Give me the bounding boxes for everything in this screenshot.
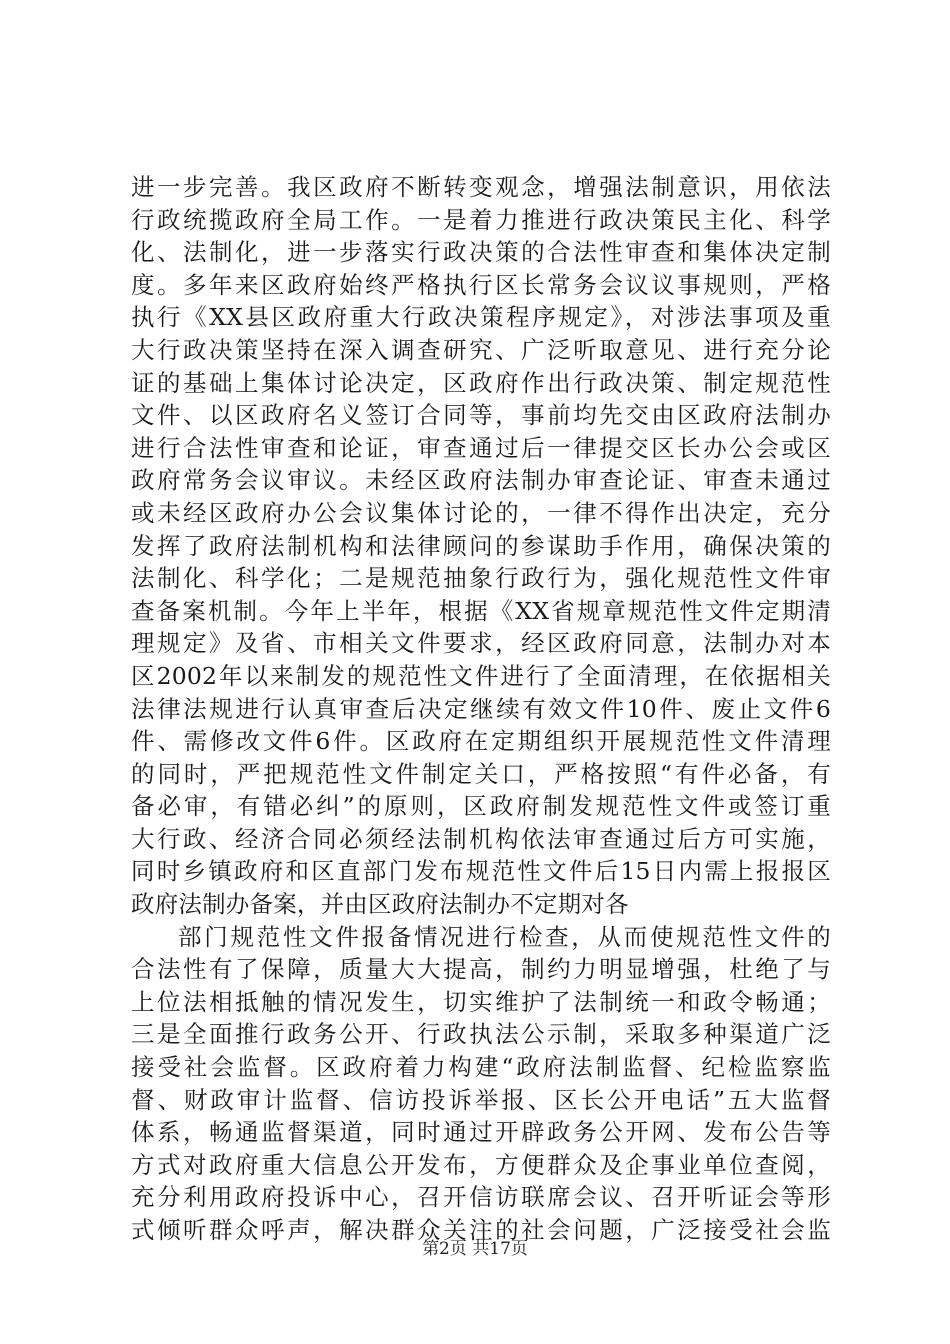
text-line: 政府常务会议审议。未经区政府法制办审查论证、审查未通过 [131,466,831,495]
paragraph-1 [131,171,831,921]
text-line: 发挥了政府法制机构和法律顾问的参谋助手作用，确保决策的 [131,531,831,560]
text-line: 区2002年以来制发的规范性文件进行了全面清理，在依据相关 [131,661,831,690]
text-line: 证的基础上集体讨论决定，区政府作出行政决策、制定规范性 [131,368,831,397]
text-line: 方式对政府重大信息公开发布，方便群众及企事业单位查阅， [131,1150,831,1179]
text-line: 三是全面推行政务公开、行政执法公示制，采取多种渠道广泛 [131,1020,831,1049]
text-line: 查备案机制。今年上半年，根据《XX省规章规范性文件定期清 [131,596,831,625]
text-line: 理规定》及省、市相关文件要求，经区政府同意，法制办对本 [131,629,831,658]
text-line: 督、财政审计监督、信访投诉举报、区长公开电话”五大监督 [131,1085,831,1114]
text-line: 或未经区政府办公会议集体讨论的，一律不得作出决定，充分 [131,498,831,527]
text-line: 体系，畅通监督渠道，同时通过开辟政务公开网、发布公告等 [131,1118,831,1147]
text-line: 文件、以区政府名义签订合同等，事前均先交由区政府法制办 [131,401,831,430]
text-line: 化、法制化，进一步落实行政决策的合法性审查和集体决定制 [131,238,831,267]
text-line: 充分利用政府投诉中心，召开信访联席会议、召开听证会等形 [131,1183,831,1212]
text-line: 同时乡镇政府和区直部门发布规范性文件后15日内需上报报区 [131,857,831,886]
page-number: 第2页 共17页 [422,1239,528,1259]
text-line: 上位法相抵触的情况发生，切实维护了法制统一和政令畅通； [131,987,831,1016]
text-line: 进一步完善。我区政府不断转变观念，增强法制意识，用依法 [131,173,831,201]
text-line: 政府法制办备案，并由区政府法制办不定期对各 [131,890,629,919]
text-line: 进行合法性审查和论证，审查通过后一律提交区长办公会或区 [131,433,831,462]
page-footer [0,1238,950,1260]
text-line: 大行政决策坚持在深入调查研究、广泛听取意见、进行充分论 [131,335,831,364]
text-line: 行政统揽政府全局工作。一是着力推进行政决策民主化、科学 [131,205,831,234]
text-line: 接受社会监督。区政府着力构建“政府法制监督、纪检监察监 [131,1053,831,1082]
text-line: 式倾听群众呼声，解决群众关注的社会问题，广泛接受社会监 [131,1216,831,1244]
text-line: 大行政、经济合同必须经法制机构依法审查通过后方可实施， [131,824,831,853]
text-line: 件、需修改文件6件。区政府在定期组织开展规范性文件清理 [131,727,831,756]
text-line: 部门规范性文件报备情况进行检查，从而使规范性文件的 [178,922,831,951]
text-line: 备必审，有错必纠”的原则，区政府制发规范性文件或签订重 [131,792,831,821]
text-line: 度。多年来区政府始终严格执行区长常务会议议事规则，严格 [131,270,831,299]
paragraph-2 [131,921,831,1247]
text-line: 法律法规进行认真审查后决定继续有效文件10件、废止文件6 [131,694,831,723]
text-line: 执行《XX县区政府重大行政决策程序规定》，对涉法事项及重 [131,303,831,332]
document-body [131,171,831,1247]
text-line: 的同时，严把规范性文件制定关口，严格按照“有件必备，有 [131,759,831,788]
text-line: 合法性有了保障，质量大大提高，制约力明显增强，杜绝了与 [131,955,831,984]
text-line: 法制化、科学化；二是规范抽象行政行为，强化规范性文件审 [131,564,831,593]
